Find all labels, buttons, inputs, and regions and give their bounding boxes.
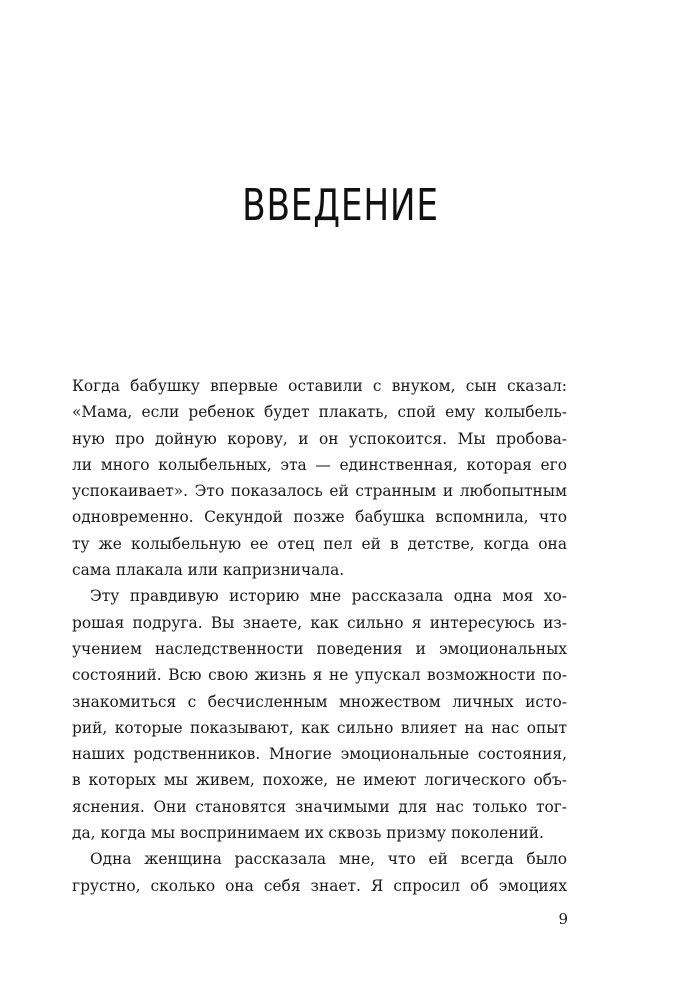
text-line: яснения. Они становятся значимыми для нас только тог- <box>72 797 567 816</box>
text-line: ту же колыбельную ее отец пел ей в детстве, когда она <box>72 534 567 553</box>
text-line: Одна женщина рассказала мне, что ей всегда было <box>90 850 567 869</box>
text-line: учением наследственности поведения и эмоциональных <box>72 639 567 658</box>
text-line: в которых мы живем, похоже, не имеют логического объ- <box>72 771 567 790</box>
text-line: ную про дойную корову, и он успокоится. Мы пробова- <box>72 429 567 448</box>
text-line: «Мама, если ребенок будет плакать, спой ему колыбель- <box>72 403 567 422</box>
text-line: знакомиться с бесчисленным множеством личных исто- <box>72 692 567 711</box>
text-line: состояний. Всю свою жизнь я не упускал возможности по- <box>72 666 567 685</box>
text-line: успокаивает». Это показалось ей странным и любопытным <box>72 482 567 501</box>
text-line: Когда бабушку впервые оставили с внуком, сын сказал: <box>72 377 567 395</box>
text-line: ли много колыбельных, эта — единственная, которая его <box>72 455 567 474</box>
page-number: 9 <box>558 910 568 928</box>
text-line: одновременно. Секундой позже бабушка вспомнила, что <box>72 508 567 527</box>
text-line: сама плакала или капризничала. <box>72 561 345 580</box>
text-line: Эту правдивую историю мне рассказала одна моя хо- <box>90 587 567 606</box>
text-line: наших родственников. Многие эмоциональные состояния, <box>72 745 567 764</box>
text-line: грустно, сколько она себя знает. Я спросил об эмоциях <box>72 876 567 895</box>
text-line: рий, которые показывают, как сильно влияет на нас опыт <box>72 718 567 737</box>
text-line: рошая подруга. Вы знаете, как сильно я интересуюсь из- <box>72 613 567 632</box>
text-line: да, когда мы воспринимаем их сквозь призму поколений. <box>72 824 544 843</box>
chapter-title: ВВЕДЕНИЕ <box>242 180 439 231</box>
body-text <box>72 373 567 899</box>
